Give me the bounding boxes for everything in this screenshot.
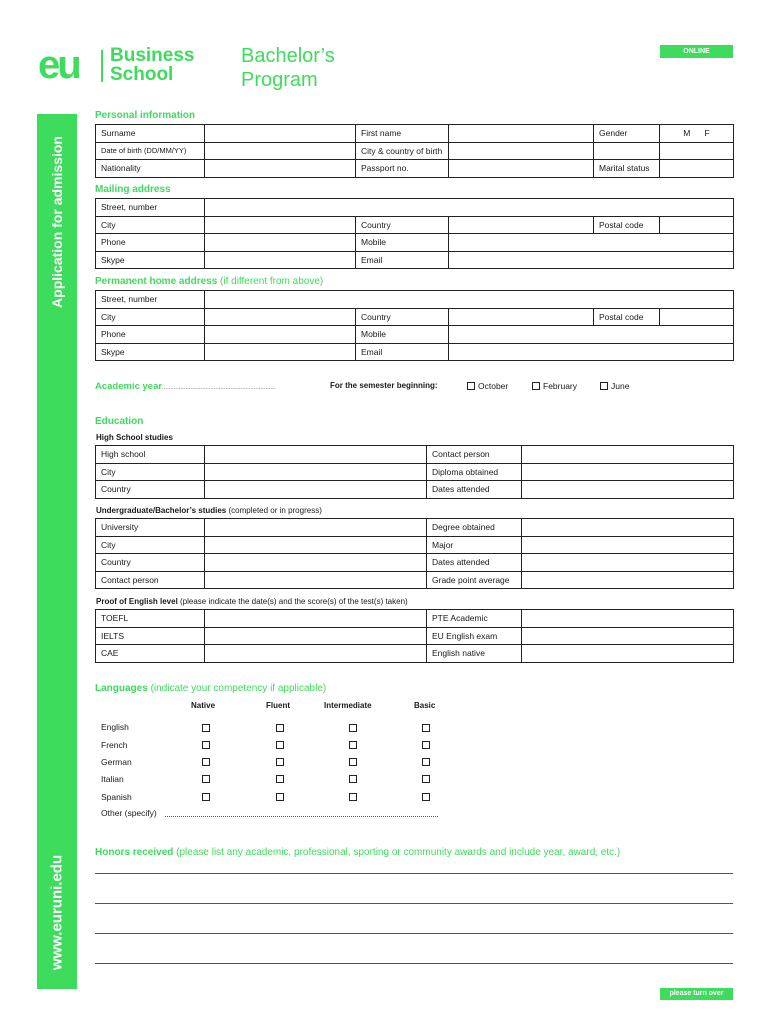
gpa-field[interactable]: [522, 571, 734, 589]
label-city-country-birth: City & country of birth: [356, 142, 449, 160]
option-label: February: [543, 381, 578, 391]
label-street: Street, number: [96, 291, 205, 309]
label-first-name: First name: [356, 125, 449, 143]
marital-status-field[interactable]: [660, 160, 734, 178]
high-school-table: [95, 445, 734, 499]
label-country: Country: [96, 554, 205, 572]
sidebar-band: [37, 114, 77, 989]
table-row: [96, 326, 734, 344]
checkbox-icon[interactable]: [467, 382, 475, 390]
postal-code-field[interactable]: [660, 216, 734, 234]
mobile-field[interactable]: [449, 234, 734, 252]
semester-label: For the semester beginning:: [330, 381, 438, 390]
checkbox-fluent-icon[interactable]: [276, 793, 284, 801]
high-school-field[interactable]: [205, 446, 427, 464]
online-badge: ONLINE: [660, 45, 733, 58]
logo-divider: [101, 50, 103, 82]
table-row: [96, 142, 734, 160]
language-italian: Italian: [101, 774, 124, 784]
label-email: Email: [356, 343, 449, 361]
academic-year-field[interactable]: ....................................................................: [162, 385, 276, 391]
table-row: [96, 216, 734, 234]
first-name-field[interactable]: [449, 125, 594, 143]
checkbox-intermediate-icon[interactable]: [349, 741, 357, 749]
sidebar-title: Application for admission: [49, 136, 65, 308]
subsection-english-level: [96, 597, 408, 606]
label-diploma: Diploma obtained: [427, 463, 522, 481]
label-dates-attended: Dates attended: [427, 554, 522, 572]
permanent-table: [95, 290, 734, 361]
table-row: [96, 125, 734, 143]
checkbox-intermediate-icon[interactable]: [349, 775, 357, 783]
english-level-table: [95, 609, 734, 663]
label-mobile: Mobile: [356, 326, 449, 344]
eu-business-school-logo: [38, 44, 218, 86]
label-english-native: English native: [427, 645, 522, 663]
section-title: Honors received: [95, 847, 174, 858]
table-row: [96, 308, 734, 326]
title-line-1: Bachelor’s: [241, 45, 335, 67]
label-city: City: [96, 308, 205, 326]
label-dates-attended: Dates attended: [427, 481, 522, 499]
empty-cell: [594, 142, 660, 160]
checkbox-native-icon[interactable]: [202, 793, 210, 801]
subsection-title: Undergraduate/Bachelor’s studies: [96, 506, 227, 515]
section-languages: [95, 683, 326, 694]
label-toefl: TOEFL: [96, 610, 205, 628]
honors-line[interactable]: [95, 873, 733, 874]
subsection-title: Proof of English level: [96, 597, 178, 606]
section-mailing-address: Mailing address: [95, 184, 171, 195]
subsection-high-school: High School studies: [96, 433, 173, 442]
label-high-school: High school: [96, 446, 205, 464]
checkbox-intermediate-icon[interactable]: [349, 758, 357, 766]
table-row: [96, 627, 734, 645]
country-field[interactable]: [449, 308, 594, 326]
date-of-birth-field[interactable]: [205, 142, 356, 160]
checkbox-native-icon[interactable]: [202, 758, 210, 766]
label-gpa: Grade point average: [427, 571, 522, 589]
sidebar-website: www.euruni.edu: [48, 854, 66, 971]
section-education: Education: [95, 416, 144, 427]
checkbox-basic-icon[interactable]: [422, 793, 430, 801]
label-city: City: [96, 463, 205, 481]
label-contact-person: Contact person: [427, 446, 522, 464]
table-row: [96, 481, 734, 499]
degree-field[interactable]: [522, 519, 734, 537]
title-line-2: Program: [241, 69, 318, 91]
undergraduate-table: [95, 518, 734, 589]
checkbox-basic-icon[interactable]: [422, 758, 430, 766]
checkbox-intermediate-icon[interactable]: [349, 793, 357, 801]
section-note: (indicate your competency if applicable): [147, 683, 327, 694]
table-row: [96, 291, 734, 309]
section-title: Permanent home address: [95, 276, 218, 287]
checkbox-native-icon[interactable]: [202, 775, 210, 783]
country-field[interactable]: [205, 554, 427, 572]
logo-line-2: School: [110, 64, 174, 85]
city-field[interactable]: [205, 216, 356, 234]
english-native-field[interactable]: [522, 645, 734, 663]
checkbox-native-icon[interactable]: [202, 724, 210, 732]
level-native-header: Native: [191, 701, 216, 710]
subsection-undergraduate: [96, 506, 322, 515]
language-german: German: [101, 757, 132, 767]
table-row: [96, 343, 734, 361]
nationality-field[interactable]: [205, 160, 356, 178]
label-phone: Phone: [96, 234, 205, 252]
major-field[interactable]: [522, 536, 734, 554]
table-row: [96, 610, 734, 628]
contact-person-field[interactable]: [522, 446, 734, 464]
table-row: [96, 571, 734, 589]
country-field[interactable]: [449, 216, 594, 234]
university-field[interactable]: [205, 519, 427, 537]
city-field[interactable]: [205, 536, 427, 554]
checkbox-basic-icon[interactable]: [422, 775, 430, 783]
level-fluent-header: Fluent: [266, 701, 290, 710]
logo-wordmark: [110, 46, 194, 84]
page-title: [241, 44, 335, 92]
table-row: [96, 645, 734, 663]
street-field[interactable]: [205, 199, 734, 217]
level-intermediate-header: Intermediate: [324, 701, 372, 710]
checkbox-fluent-icon[interactable]: [276, 741, 284, 749]
label-nationality: Nationality: [96, 160, 205, 178]
language-other-label: Other (specify): [101, 808, 157, 818]
city-country-birth-field[interactable]: [449, 142, 594, 160]
postal-code-field[interactable]: [660, 308, 734, 326]
subsection-note: (completed or in progress): [226, 506, 322, 515]
table-row: [96, 234, 734, 252]
label-pte: PTE Academic: [427, 610, 522, 628]
option-june[interactable]: [600, 381, 629, 391]
label-street: Street, number: [96, 199, 205, 217]
gender-field[interactable]: M F: [660, 125, 734, 143]
dates-attended-field[interactable]: [522, 554, 734, 572]
language-english: English: [101, 722, 129, 732]
logo-mark: eu: [38, 43, 79, 87]
passport-field[interactable]: [449, 160, 594, 178]
label-country: Country: [356, 216, 449, 234]
honors-line[interactable]: [95, 963, 733, 964]
label-skype: Skype: [96, 251, 205, 269]
cae-field[interactable]: [205, 645, 427, 663]
personal-table: [95, 124, 734, 178]
academic-year-label: Academic year: [95, 381, 163, 392]
table-row: [96, 463, 734, 481]
label-city: City: [96, 536, 205, 554]
checkbox-basic-icon[interactable]: [422, 741, 430, 749]
language-spanish: Spanish: [101, 792, 132, 802]
subsection-note: (please indicate the date(s) and the score(s) of the test(s) taken): [177, 597, 408, 606]
option-label: October: [478, 381, 509, 391]
section-personal-information: Personal information: [95, 110, 196, 121]
label-postal-code: Postal code: [594, 308, 660, 326]
city-field[interactable]: [205, 308, 356, 326]
label-country: Country: [356, 308, 449, 326]
label-date-of-birth: Date of birth (DD/MM/YY): [96, 142, 205, 160]
checkbox-intermediate-icon[interactable]: [349, 724, 357, 732]
honors-line[interactable]: [95, 903, 733, 904]
option-february[interactable]: [532, 381, 577, 391]
mailing-table: [95, 198, 734, 269]
level-basic-header: Basic: [414, 701, 436, 710]
label-email: Email: [356, 251, 449, 269]
table-row: [96, 446, 734, 464]
table-row: [96, 199, 734, 217]
label-ielts: IELTS: [96, 627, 205, 645]
table-row: [96, 251, 734, 269]
street-field[interactable]: [205, 291, 734, 309]
checkbox-icon[interactable]: [600, 382, 608, 390]
contact-person-field[interactable]: [205, 571, 427, 589]
label-cae: CAE: [96, 645, 205, 663]
phone-field[interactable]: [205, 326, 356, 344]
label-marital-status: Marital status: [594, 160, 660, 178]
section-honors: [95, 847, 620, 858]
skype-field[interactable]: [205, 251, 356, 269]
table-row: [96, 554, 734, 572]
city-field[interactable]: [205, 463, 427, 481]
diploma-field[interactable]: [522, 463, 734, 481]
eu-english-exam-field[interactable]: [522, 627, 734, 645]
academic-year: [95, 381, 275, 392]
label-eu-english-exam: EU English exam: [427, 627, 522, 645]
checkbox-fluent-icon[interactable]: [276, 775, 284, 783]
checkbox-basic-icon[interactable]: [422, 724, 430, 732]
label-surname: Surname: [96, 125, 205, 143]
option-october[interactable]: [467, 381, 508, 391]
label-degree: Degree obtained: [427, 519, 522, 537]
phone-field[interactable]: [205, 234, 356, 252]
section-title: Languages: [95, 683, 148, 694]
turn-over-badge: please turn over: [660, 988, 733, 1000]
table-row: [96, 519, 734, 537]
label-country: Country: [96, 481, 205, 499]
surname-field[interactable]: [205, 125, 356, 143]
ielts-field[interactable]: [205, 627, 427, 645]
table-row: [96, 536, 734, 554]
mobile-field[interactable]: [449, 326, 734, 344]
checkbox-icon[interactable]: [532, 382, 540, 390]
label-city: City: [96, 216, 205, 234]
dates-attended-field[interactable]: [522, 481, 734, 499]
label-major: Major: [427, 536, 522, 554]
section-note: (please list any academic, professional, sporting or community awards and include year, award, etc.): [173, 847, 621, 858]
language-other-field[interactable]: [165, 816, 438, 817]
label-contact-person: Contact person: [96, 571, 205, 589]
label-phone: Phone: [96, 326, 205, 344]
empty-cell: [660, 142, 734, 160]
label-skype: Skype: [96, 343, 205, 361]
section-note: (if different from above): [217, 276, 324, 287]
logo-line-1: Business: [110, 45, 195, 66]
honors-line[interactable]: [95, 933, 733, 934]
checkbox-fluent-icon[interactable]: [276, 724, 284, 732]
label-mobile: Mobile: [356, 234, 449, 252]
checkbox-fluent-icon[interactable]: [276, 758, 284, 766]
label-postal-code: Postal code: [594, 216, 660, 234]
pte-field[interactable]: [522, 610, 734, 628]
label-gender: Gender: [594, 125, 660, 143]
option-label: June: [611, 381, 630, 391]
label-passport: Passport no.: [356, 160, 449, 178]
section-permanent-address: [95, 276, 323, 287]
table-row: [96, 160, 734, 178]
language-french: French: [101, 740, 128, 750]
label-university: University: [96, 519, 205, 537]
country-field[interactable]: [205, 481, 427, 499]
email-field[interactable]: [449, 343, 734, 361]
toefl-field[interactable]: [205, 610, 427, 628]
email-field[interactable]: [449, 251, 734, 269]
checkbox-native-icon[interactable]: [202, 741, 210, 749]
skype-field[interactable]: [205, 343, 356, 361]
